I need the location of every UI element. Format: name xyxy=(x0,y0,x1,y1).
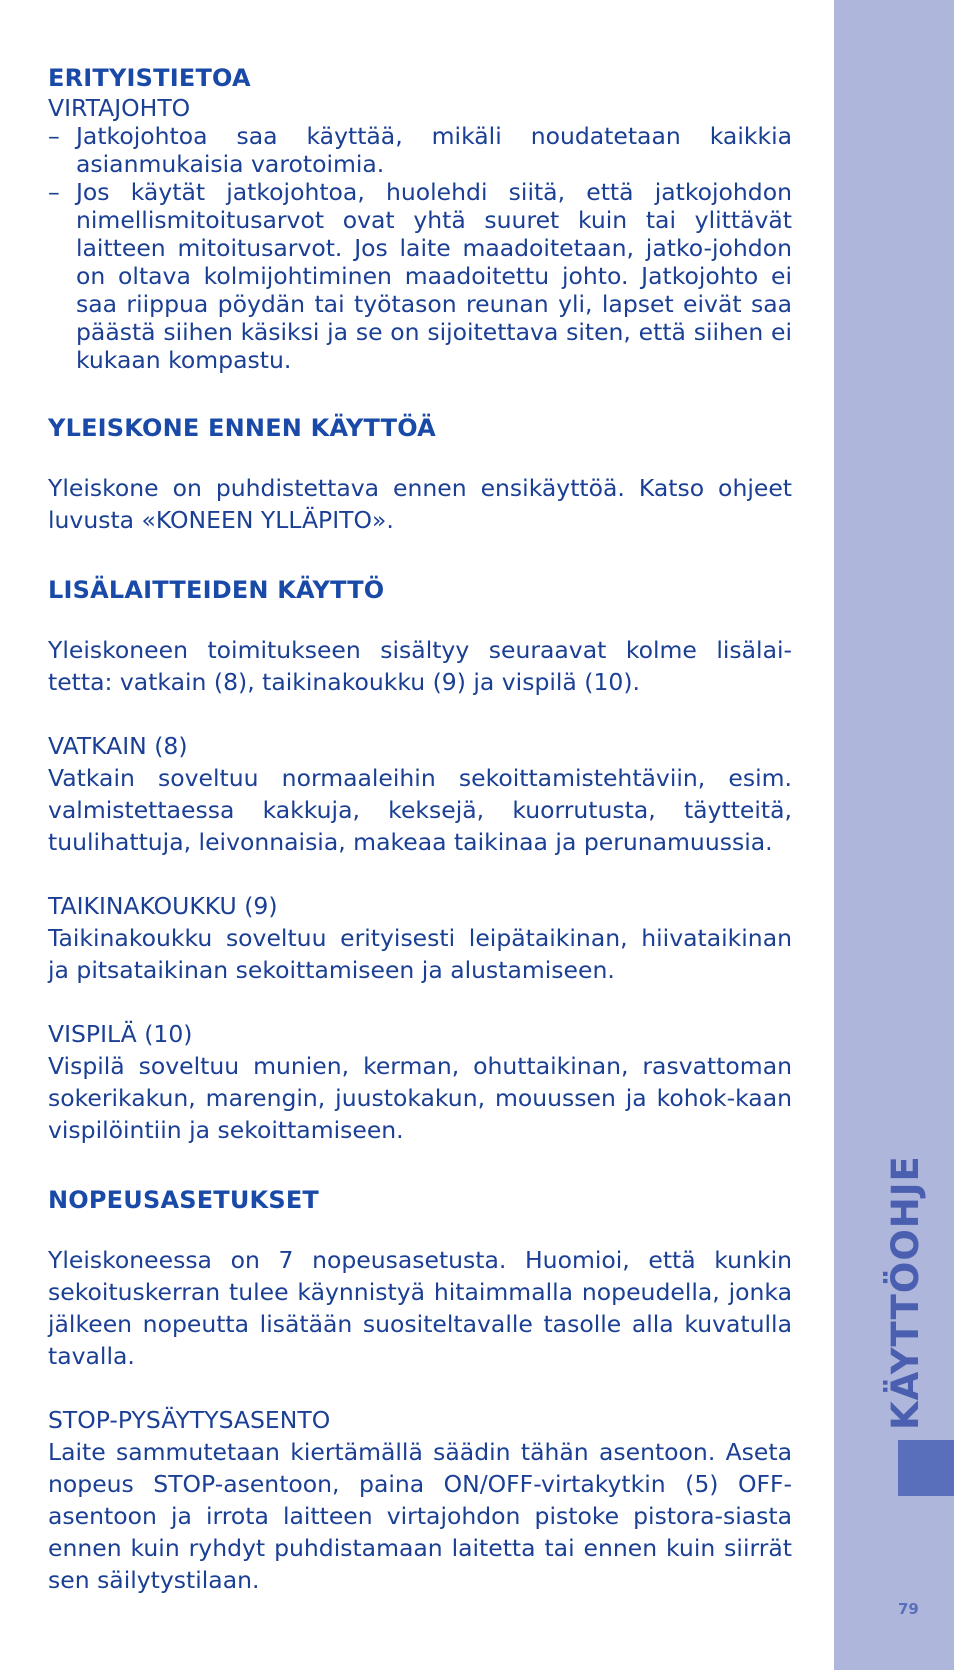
subheading-taikinakoukku: TAIKINAKOUKKU (9) xyxy=(48,892,278,920)
section-lisalaitteet xyxy=(48,574,792,1146)
section-nopeusasetukset xyxy=(48,1184,792,1596)
section-heading: YLEISKONE ENNEN KÄYTTÖÄ xyxy=(48,414,436,442)
paragraph: Yleiskoneen toimitukseen sisältyy seuraavat kolme lisälai-tetta: vatkain (8), taikinakoukku (9) ja vispilä (10). xyxy=(48,636,792,696)
subheading-vispila: VISPILÄ (10) xyxy=(48,1020,193,1048)
paragraph: Yleiskoneessa on 7 nopeusasetusta. Huomioi, että kunkin sekoituskerran tulee käynnistyä hitaimmalla nopeudella, jonka jälkeen nopeutta lisätään suositeltavalle tasolle alla kuvatulla tavalla. xyxy=(48,1246,792,1370)
paragraph: Vispilä soveltuu munien, kerman, ohuttaikinan, rasvattoman sokerikakun, marengin, juustokakun, mouussen ja kohok-kaan vispilöintiin ja sekoittamiseen. xyxy=(48,1052,792,1144)
subheading-stop: STOP-PYSÄYTYSASENTO xyxy=(48,1406,331,1434)
dash-bullet-icon: – xyxy=(48,122,60,150)
list-item xyxy=(48,178,792,374)
paragraph: Laite sammutetaan kiertämällä säädin tähän asentoon. Aseta nopeus STOP-asentoon, paina ON/OFF-virtakytkin (5) OFF-asentoon ja irrota laitteen virtajohdon pistoke pistora-siasta ennen kuin ryhdyt puhdistamaan laitetta tai ennen kuin siirrät sen säilytystilaan. xyxy=(48,1438,792,1594)
dash-bullet-icon: – xyxy=(48,178,60,206)
subheading-virtajohto: VIRTAJOHTO xyxy=(48,94,191,122)
section-heading: NOPEUSASETUKSET xyxy=(48,1186,320,1214)
section-heading: ERITYISTIETOA xyxy=(48,64,251,92)
section-erityistietoa xyxy=(48,62,792,374)
list-item-text: Jatkojohtoa saa käyttää, mikäli noudatetaan kaikkia asianmukaisia varotoimia. xyxy=(76,122,792,178)
subheading-vatkain: VATKAIN (8) xyxy=(48,732,188,760)
section-ennen-kayttoa xyxy=(48,412,792,536)
list-item xyxy=(48,122,792,178)
paragraph: Taikinakoukku soveltuu erityisesti leipätaikinan, hiivataikinan ja pitsataikinan sekoittamiseen ja alustamiseen. xyxy=(48,924,792,984)
paragraph: Vatkain soveltuu normaaleihin sekoittamistehtäviin, esim. valmistettaessa kakkuja, keksejä, kuorrutusta, täytteitä, tuulihattuja, leivonnaisia, makeaa taikinaa ja perunamuussia. xyxy=(48,764,792,856)
page-number: 79 xyxy=(898,1600,919,1618)
section-heading: LISÄLAITTEIDEN KÄYTTÖ xyxy=(48,576,385,604)
page-content xyxy=(48,62,792,1596)
sidebar-title: KÄYTTÖOHJE xyxy=(884,1155,927,1430)
sidebar-accent-block xyxy=(898,1440,954,1496)
bullet-list xyxy=(48,122,792,374)
sidebar-tab xyxy=(834,0,954,1670)
list-item-text: Jos käytät jatkojohtoa, huolehdi siitä, että jatkojohdon nimellismitoitusarvot ovat yhtä suuret kuin tai ylittävät laitteen mitoitusarvot. Jos laite maadoitetaan, jatko-johdon on oltava kolmijohtiminen maadoitettu johto. Jatkojohto ei saa riippua pöydän tai työtason reunan yli, lapset eivät saa päästä siihen käsiksi ja se on sijoitettava siten, että siihen ei kukaan kompastu. xyxy=(76,178,792,374)
paragraph: Yleiskone on puhdistettava ennen ensikäyttöä. Katso ohjeet luvusta «KONEEN YLLÄPITO». xyxy=(48,474,792,534)
